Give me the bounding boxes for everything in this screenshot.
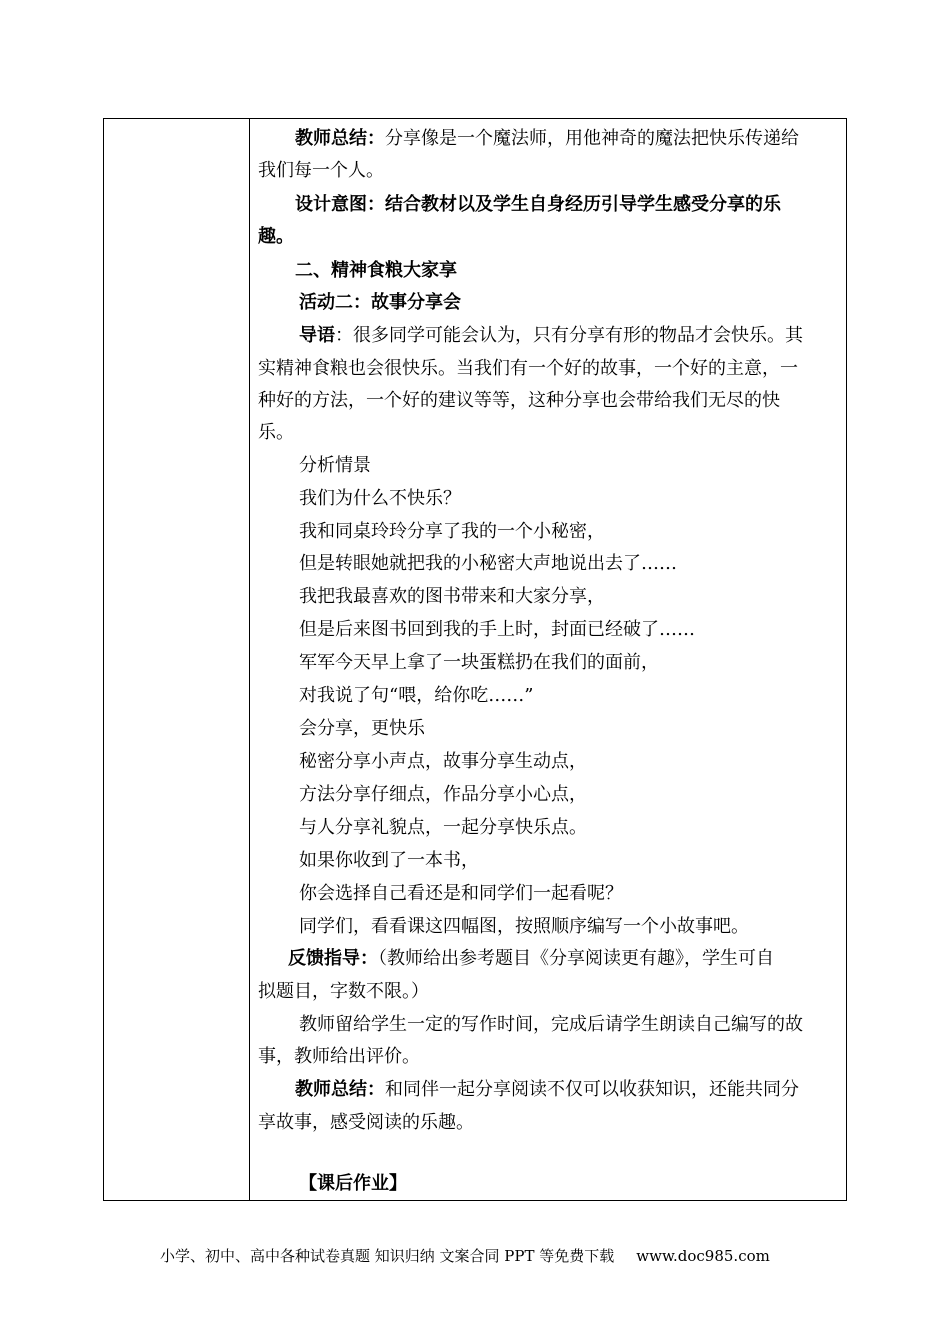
story-line: 会分享，更快乐 bbox=[299, 718, 425, 739]
section-heading: 二、精神食粮大家享 bbox=[295, 260, 457, 281]
story-line: 秘密分享小声点，故事分享生动点， bbox=[299, 751, 587, 772]
story-line: 我们为什么不快乐？ bbox=[299, 488, 461, 509]
story-line: 军军今天早上拿了一块蛋糕扔在我们的面前， bbox=[299, 652, 659, 673]
teacher-summary-line-1 bbox=[295, 122, 799, 155]
story-line: 如果你收到了一本书， bbox=[299, 850, 479, 871]
story-line: 方法分享仔细点，作品分享小心点， bbox=[299, 784, 587, 805]
intro-line-4: 乐。 bbox=[258, 422, 294, 443]
feedback-text: （教师给出参考题目《分享阅读更有趣》，学生可自 bbox=[378, 948, 774, 969]
teacher-summary-line-2: 我们每一个人。 bbox=[258, 160, 384, 181]
feedback-label: 反馈指导： bbox=[288, 948, 378, 969]
intro-label: 导语 bbox=[299, 325, 335, 346]
feedback-line-1 bbox=[288, 942, 774, 975]
homework-heading: 【课后作业】 bbox=[299, 1173, 407, 1194]
footer-url[interactable]: www.doc985.com bbox=[636, 1247, 770, 1265]
teacher-summary2-text: 和同伴一起分享阅读不仅可以收获知识，还能共同分 bbox=[385, 1079, 799, 1100]
teacher-summary2-line-1 bbox=[295, 1073, 799, 1106]
writing-line-2: 事，教师给出评价。 bbox=[258, 1046, 420, 1067]
intro-line-1 bbox=[299, 319, 803, 352]
activity-heading: 活动二：故事分享会 bbox=[299, 292, 461, 313]
teacher-summary-text: 分享像是一个魔法师，用他神奇的魔法把快乐传递给 bbox=[385, 128, 799, 149]
story-line: 但是转眼她就把我的小秘密大声地说出去了…… bbox=[299, 553, 677, 574]
story-line: 你会选择自己看还是和同学们一起看呢？ bbox=[299, 883, 623, 904]
column-divider bbox=[249, 119, 250, 1200]
design-intent-line-1: 设计意图：结合教材以及学生自身经历引导学生感受分享的乐 bbox=[295, 194, 781, 215]
story-line: 分析情景 bbox=[299, 455, 371, 476]
story-line: 我和同桌玲玲分享了我的一个小秘密， bbox=[299, 521, 605, 542]
story-line: 但是后来图书回到我的手上时，封面已经破了…… bbox=[299, 619, 695, 640]
story-line: 与人分享礼貌点，一起分享快乐点。 bbox=[299, 817, 587, 838]
footer-text: 小学、初中、高中各种试卷真题 知识归纳 文案合同 PPT 等免费下载 bbox=[160, 1247, 615, 1265]
teacher-summary2-line-2: 享故事，感受阅读的乐趣。 bbox=[258, 1112, 474, 1133]
writing-line-1: 教师留给学生一定的写作时间，完成后请学生朗读自己编写的故 bbox=[299, 1014, 803, 1035]
story-line: 同学们，看看课这四幅图，按照顺序编写一个小故事吧。 bbox=[299, 916, 749, 937]
design-intent-line-2: 趣。 bbox=[258, 226, 294, 247]
intro-line-3: 种好的方法，一个好的建议等等，这种分享也会带给我们无尽的快 bbox=[258, 390, 780, 411]
page-footer bbox=[160, 1245, 770, 1267]
teacher-summary-label: 教师总结： bbox=[295, 128, 385, 149]
story-line: 我把我最喜欢的图书带来和大家分享， bbox=[299, 586, 605, 607]
story-line: 对我说了句“喂，给你吃……” bbox=[299, 685, 534, 706]
lesson-table bbox=[103, 118, 847, 1201]
teacher-summary2-label: 教师总结： bbox=[295, 1079, 385, 1100]
feedback-line-2: 拟题目，字数不限。） bbox=[258, 981, 429, 1002]
intro-line-2: 实精神食粮也会很快乐。当我们有一个好的故事，一个好的主意，一 bbox=[258, 358, 798, 379]
intro-text: ：很多同学可能会认为，只有分享有形的物品才会快乐。其 bbox=[335, 325, 803, 346]
